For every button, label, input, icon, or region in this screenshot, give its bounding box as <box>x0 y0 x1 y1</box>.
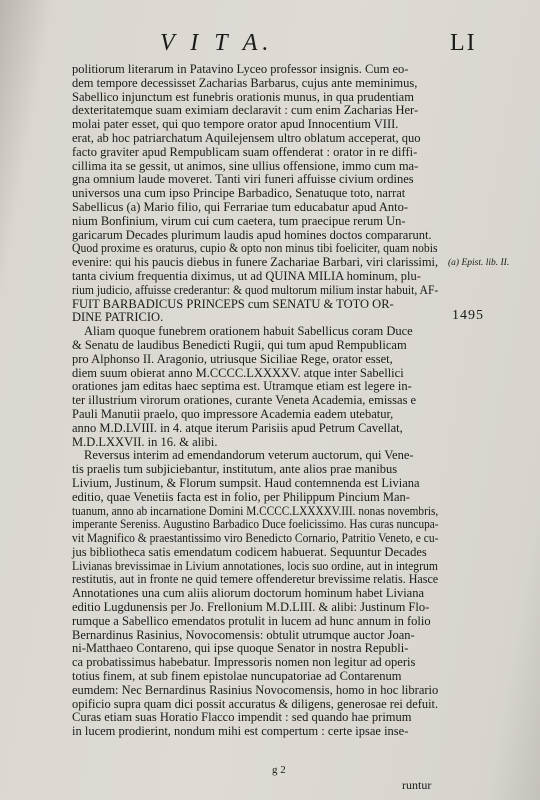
page-number: LI <box>450 30 477 56</box>
paragraph <box>72 449 438 739</box>
body-text <box>72 63 438 739</box>
text-line: vit Magnifico & praestantissimo viro Benedicto Cornario, Patritio Veneto, e cu- <box>72 531 439 546</box>
text-line: ter illustrium virorum orationes, curante Veneta Academia, emissas e <box>72 393 417 408</box>
text-line: rumque a Sabellico emendatos protulit in lucem ad hunc annum in folio <box>72 613 431 628</box>
text-line: Pauli Manutii praelo, quo impressore Academia eadem utebatur, <box>72 406 394 421</box>
text-line: orationes jam editas haec septima est. Utramque etiam est legere in- <box>72 379 412 394</box>
text-line: garicarum Decades plurimum laudis apud homines doctos compararunt. <box>72 227 432 242</box>
text-line: ca probatissimus habebatur. Impressoris nomen non legitur ad operis <box>72 655 416 670</box>
text-line: facto graviter apud Rempublicam suam offenderat : orator in re diffi- <box>72 144 418 159</box>
text-line: & Senatu de laudibus Benedicti Rugii, qui tum apud Rempublicam <box>72 337 407 352</box>
text-line: politiorum literarum in Patavino Lyceo professor insignis. Cum eo- <box>72 62 409 76</box>
text-line: cillima ita se gessit, ut animos, sine ullius offensione, immo cum ma- <box>72 158 419 173</box>
text-line: Livium, Justinum, & Florum sumpsit. Haud contemnenda est Liviana <box>72 475 420 490</box>
text-line: dem tempore decessisset Zacharias Barbarus, cujus ante meminimus, <box>72 75 418 90</box>
text-line: Aliam quoque funebrem orationem habuit Sabellicus coram Duce <box>84 324 413 339</box>
catchword: runtur <box>402 778 432 792</box>
text-line: Quod proxime es oraturus, cupio & opto non minus tibi foeliciter, quam nobis <box>72 241 438 256</box>
text-line: ni-Matthaeo Contareno, qui ipse quoque Senator in nostra Republi- <box>72 641 409 656</box>
signature-mark: g 2 <box>272 764 286 776</box>
text-line: totius finem, at sub finem epistolae nuncupatoriae ad Contarenum <box>72 669 402 684</box>
text-line: restitutis, aut in fronte ne quid temere offenderetur brevissime relatis. Hasce <box>72 572 439 587</box>
text-line: anno M.D.LVIII. in 4. atque iterum Parisiis apud Petrum Cavellat, <box>72 420 403 435</box>
text-line: tuanum, anno ab incarnatione Domini M.CCCC.LXXXXV.III. nonas novembris, <box>72 503 439 518</box>
text-line: molai pater esset, qui quo tempore orator apud Innocentium VIII. <box>72 117 399 132</box>
running-title: V I T A. <box>160 30 274 56</box>
text-line: erat, ab hoc patriarchatum Aquilejensem ultro oblatum acceperat, quo <box>72 130 421 145</box>
text-line: eumdem: Nec Bernardinus Rasinius Novocomensis, homo in hoc librario <box>72 682 439 697</box>
text-line: rium judicio, affuisse crederantur: & quod multorum milium instar habuit, AF- <box>72 282 439 297</box>
text-line: in lucem prodierint, nondum mihi est compertum : certe ipsae inse- <box>72 724 409 739</box>
paragraph <box>72 325 438 449</box>
text-line: pro Alphonso II. Aragonio, utriusque Siciliae Rege, orator esset, <box>72 351 393 366</box>
text-line: Curas etiam suas Horatio Flacco impendit : sed quando hae primum <box>72 710 412 725</box>
text-line: Bernardinus Rasinius, Novocomensis: obtulit utrumque auctor Joan- <box>72 627 415 642</box>
text-line: evenire: qui his paucis diebus in funere Zachariae Barbari, viri clarissimi, <box>72 255 439 270</box>
text-line: Sabellicus (a) Mario filio, qui Ferrariae tum educabatur apud Anto- <box>72 199 409 214</box>
paragraph <box>72 63 438 325</box>
text-line: nium Bonfinium, virum cui cum caetera, tum praecipue rerum Un- <box>72 213 406 228</box>
text-line: tis praelis tum subjiciebantur, institutum, ante alios prae manibus <box>72 462 398 477</box>
text-line: opificio supra quam dici possit accuratus & diligens, generosae rei defuit. <box>72 696 439 711</box>
text-line: gna omnium laude moveret. Tanti viri funeri affuisse civium ordines <box>72 172 414 187</box>
text-line: FUIT BARBADICUS PRINCEPS cum SENATU & TOTO OR- <box>72 296 394 311</box>
text-line: editio Lugdunensis per Jo. Frellonium M.D.LIII. & alibi: Justinum Flo- <box>72 600 430 615</box>
text-line: DINE PATRICIO. <box>72 310 164 325</box>
text-line: Livianas brevissimae in Livium annotationes, locis suo ordine, aut in integrum <box>72 558 438 573</box>
text-line: Reversus interim ad emendandorum veterum auctorum, qui Vene- <box>84 448 414 463</box>
text-line: dexteritatemque suam eximiam declaravit : cum enim Zacharias Her- <box>72 103 419 118</box>
text-line: Annotationes una cum aliis aliorum doctorum hominum habet Liviana <box>72 586 425 601</box>
marginal-footnote: (a) Epist. lib. II. <box>448 258 510 268</box>
text-line: imperante Sereniss. Augustino Barbadico Duce foelicissimo. Has curas nuncupa- <box>72 517 439 532</box>
text-line: diem suum obierat anno M.CCCC.LXXXXV. atque inter Sabellici <box>72 365 404 380</box>
text-line: tanta civium frequentia diximus, ut ad QUINA MILIA hominum, plu- <box>72 268 421 283</box>
marginal-year: 1495 <box>452 308 484 323</box>
text-line: jus bibliotheca satis emendatum codicem habuerat. Sequuntur Decades <box>72 544 427 559</box>
text-line: editio, quae Venetiis facta est in folio, per Philippum Pincium Man- <box>72 489 410 504</box>
text-line: Sabellico injunctum est funebris orationis munus, in qua prudentiam <box>72 89 414 104</box>
text-line: universos una cum ipso Principe Barbadico, Senatuque toto, narrat <box>72 186 406 201</box>
text-line: M.D.LXXVII. in 16. & alibi. <box>72 434 218 449</box>
